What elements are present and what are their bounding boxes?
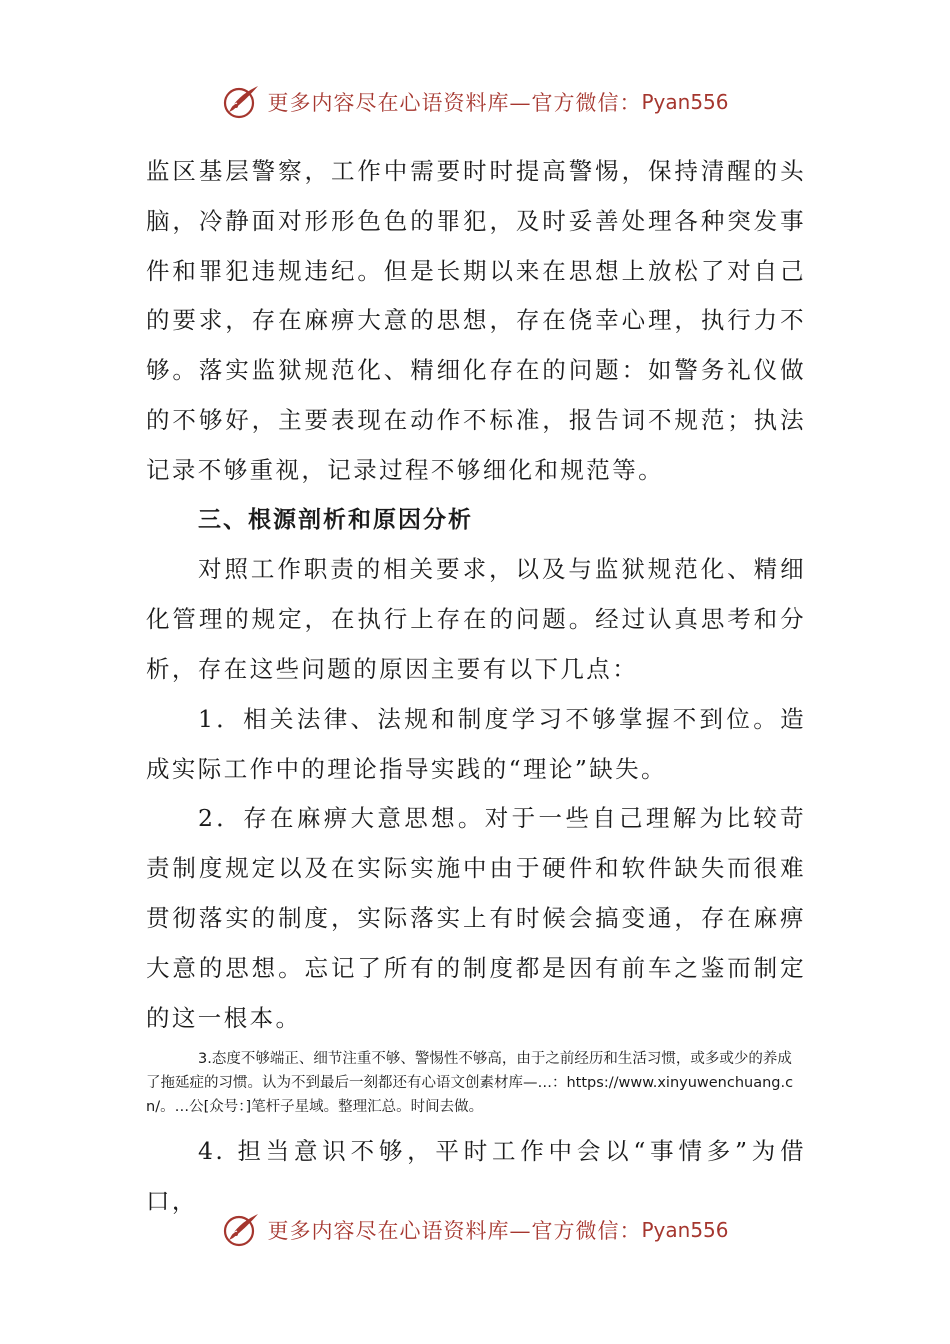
footer-banner-text: 更多内容尽在心语资料库—官方微信： xyxy=(267,1219,642,1243)
list-item-3: 3.态度不够端正、细节注重不够、警惕性不够高，由于之前经历和生活习惯，或多或少的养成了拖延症的习惯。认为不到最后一刻都还有心语文创素材库—…：https://www.xinyuwenchuang.cn/。…公[众号：]笔杆子星域。整理汇总。时间去做。 xyxy=(146,1051,794,1116)
section-heading-3: 三、根源剖析和原因分析 xyxy=(198,506,473,533)
list-item-2: 2．存在麻痹大意思想。对于一些自己理解为比较苛责制度规定以及在实际实施中由于硬件和软件缺失而很难贯彻落实的制度，实际落实上有时候会搞变通，存在麻痹大意的思想。忘记了所有的制度都是因有前车之鉴而制定的这一根本。 xyxy=(146,804,806,1032)
quill-logo-icon xyxy=(221,1210,261,1250)
quill-logo-icon xyxy=(221,82,261,122)
document-body xyxy=(146,147,806,1227)
list-item-4: 4. 担当意识不够，平时工作中会以“事情多”为借口， xyxy=(146,1137,806,1216)
footer-banner xyxy=(0,1208,950,1252)
header-banner-wechat-id: Pyan556 xyxy=(641,90,729,114)
paragraph-1: 监区基层警察，工作中需要时时提高警惕，保持清醒的头脑，冷静面对形形色色的罪犯，及时妥善处理各种突发事件和罪犯违规违纪。但是长期以来在思想上放松了对自己的要求，存在麻痹大意的思想，存在侥幸心理，执行力不够。落实监狱规范化、精细化存在的问题：如警务礼仪做的不够好，主要表现在动作不标准，报告词不规范；执法记录不够重视，记录过程不够细化和规范等。 xyxy=(146,157,806,484)
list-item-1: 1．相关法律、法规和制度学习不够掌握不到位。造成实际工作中的理论指导实践的“理论”缺失。 xyxy=(146,704,806,783)
header-banner xyxy=(0,80,950,124)
paragraph-2: 对照工作职责的相关要求，以及与监狱规范化、精细化管理的规定，在执行上存在的问题。经过认真思考和分析，存在这些问题的原因主要有以下几点： xyxy=(146,555,806,683)
footer-banner-wechat-id: Pyan556 xyxy=(641,1218,729,1242)
header-banner-text: 更多内容尽在心语资料库—官方微信： xyxy=(267,91,642,115)
